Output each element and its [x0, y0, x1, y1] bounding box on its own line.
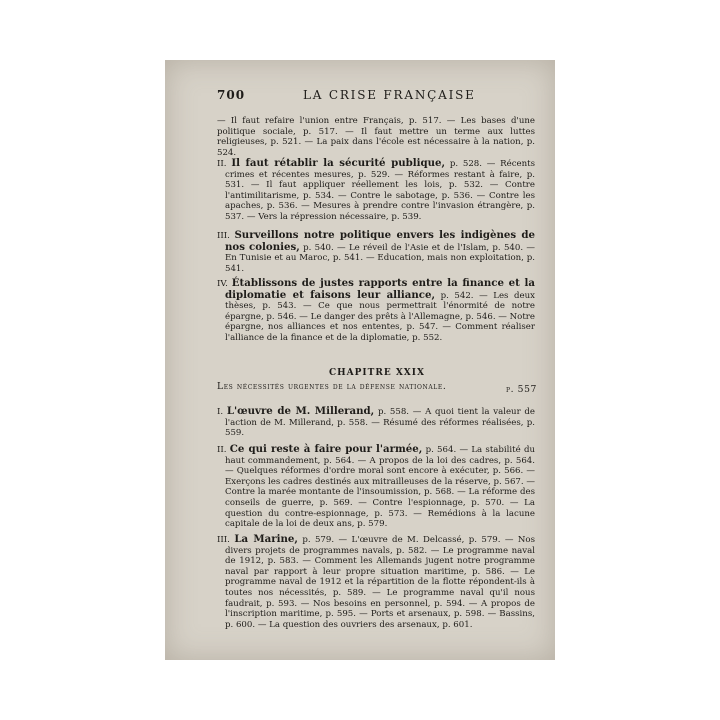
section-entry — [217, 230, 535, 274]
section-entry — [217, 444, 535, 530]
section-heading: Surveillons notre politique envers les indigènes de nos colonies, — [225, 229, 536, 253]
section-ii-security — [217, 158, 535, 223]
section-number: III. — [217, 535, 230, 545]
section-body: p. 564. — La stabilité du haut commandement, p. 564. — A propos de la loi des cadres, p. 564. — Quelques réformes d'ordre moral sont encore à exécuter, p. 566. — Exerçons les cadres destinés aux mitrailleuses de la réserve, p. 567. — Contre la marée montante de l'insoumission, p. 568. — La réforme des conseils de guerre, p. 569. — Contre l'espionnage, p. 570. — La question du contre-espionnage, p. 573. — Remédions à la lacune capitale de la loi de deux ans, p. 579. — [225, 445, 535, 530]
page-number: 700 — [217, 88, 246, 102]
continuation-text: — Il faut refaire l'union entre Français, p. 517. — Les bases d'une politique sociale, p. 517. — Il faut mettre un terme aux luttes religieuses, p. 521. — La paix dans l'école est nécessaire à la nation, p. 524. — [217, 116, 535, 158]
section-heading: L'œuvre de M. Millerand, — [226, 405, 375, 417]
section-entry — [217, 278, 535, 344]
section-heading: Ce qui reste à faire pour l'armée, — [229, 443, 423, 455]
section-body: p. 542. — Les deux thèses, p. 543. — Ce que nous permettrait l'énormité de notre épargne, p. 546. — Le danger des prêts à l'Allemagne, p. 546. — Notre épargne, nos alliances et nos ententes, p. 547. — Comment réaliser l'alliance de la finance et de la diplomatie, p. 552. — [225, 290, 536, 343]
section-body: p. 558. — A quoi tient la valeur de l'action de M. Millerand, p. 558. — Résumé des réformes réalisées, p. 559. — [225, 407, 535, 439]
section-heading: Établissons de justes rapports entre la finance et la diplomatie et faisons leur alliance, — [225, 277, 535, 301]
continuation-paragraph — [217, 116, 535, 158]
section-number: II. — [217, 445, 227, 455]
section-iv-finance — [217, 278, 535, 344]
section-number: III. — [217, 231, 230, 241]
running-title: LA CRISE FRANÇAISE — [303, 88, 476, 102]
section-entry — [217, 158, 535, 223]
section-body: p. 528. — Récents crimes et récentes mesures, p. 529. — Réformes restant à faire, p. 531. — Il faut appliquer réellement les lois, p. 532. — Contre l'antimilitarisme, p. 534. — Contre le sabotage, p. 536. — Contre les apaches, p. 536. — Mesures à prendre contre l'invasion étrangère, p. 537. — Vers la répression nécessaire, p. 539. — [225, 159, 536, 222]
section-ii-army — [217, 444, 535, 530]
chapter-title — [217, 382, 537, 393]
section-entry — [217, 406, 535, 439]
section-heading: La Marine, — [234, 533, 298, 545]
section-body: p. 579. — L'œuvre de M. Delcassé, p. 579. — Nos divers projets de programmes navals, p. 582. — Le programme naval de 1912, p. 583. — Comment les Allemands jugent notre programme naval par rapport à leur propre situation maritime, p. 586. — Le programme naval de 1912 et la répartition de la flotte répondent-ils à toutes nos nécessités, p. 589. — Le programme naval qu'il nous faudrait, p. 593. — Nos besoins en personnel, p. 594. — A propos de l'inscription maritime, p. 595. — Ports et arsenaux, p. 598. — Bassins, p. 600. — La question des ouvriers des arsenaux, p. 601. — [225, 535, 536, 630]
section-number: II. — [217, 159, 227, 169]
section-body: p. 540. — Le réveil de l'Asie et de l'Islam, p. 540. — En Tunisie et au Maroc, p. 541. — Education, mais non exploitation, p. 541. — [225, 242, 535, 274]
section-number: IV. — [217, 279, 228, 289]
book-page — [165, 60, 555, 660]
section-number: I. — [217, 407, 224, 417]
page-photo — [165, 60, 555, 660]
section-heading: Il faut rétablir la sécurité publique, — [231, 157, 446, 169]
chapter-heading: CHAPITRE XXIX — [329, 368, 425, 378]
chapter-page: p. 557 — [505, 384, 537, 395]
section-i-millerand — [217, 406, 535, 439]
section-iii-marine — [217, 534, 535, 630]
chapter-title-text: Les nécessités urgentes de la défense nationale. — [217, 381, 447, 392]
section-entry — [217, 534, 535, 630]
section-iii-colonies — [217, 230, 535, 274]
